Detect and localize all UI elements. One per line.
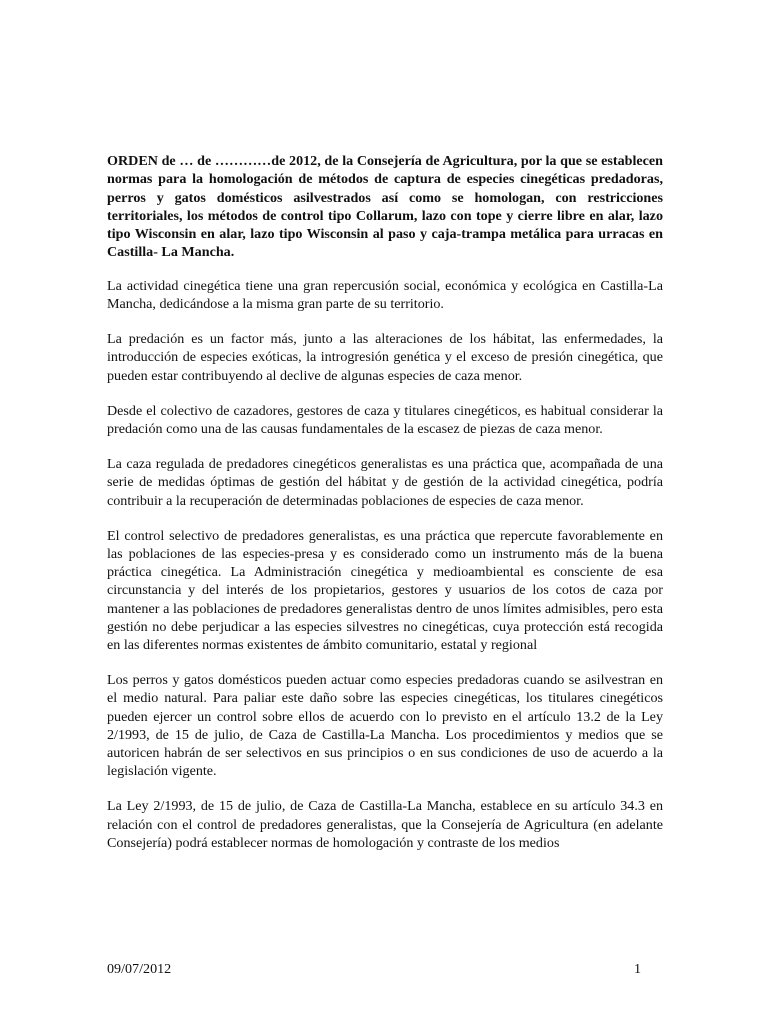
document-title: ORDEN de … de …………de 2012, de la Consejería de Agricultura, por la que se establecen normas para la homologación de métodos de captura de especies cinegéticas predadoras, perros y gatos domésticos asilvestrados así como se homologan, con restricciones territoriales, los métodos de control tipo Collarum, lazo con tope y cierre libre en alar, lazo tipo Wisconsin en alar, lazo tipo Wisconsin al paso y caja-trampa metálica para urracas en Castilla- La Mancha. <box>107 153 663 261</box>
paragraph-5: El control selectivo de predadores generalistas, es una práctica que repercute favorablemente en las poblaciones de las especies-presa y es considerado como un instrumento más de la buena práctica cinegética. La Administración cinegética y medioambiental es consciente de esa circunstancia y del interés de los propietarios, gestores y usuarios de los cotos de caza por mantener a las poblaciones de predadores generalistas dentro de unos límites admisibles, pero esta gestión no debe perjudicar a las especies silvestres no cinegéticas, cuya protección está recogida en las diferentes normas existentes de ámbito comunitario, estatal y regional <box>107 527 663 654</box>
document-body <box>107 152 663 869</box>
paragraph-2: La predación es un factor más, junto a las alteraciones de los hábitat, las enfermedades, la introducción de especies exóticas, la introgresión genética y el exceso de presión cinegética, que pueden estar contribuyendo al declive de algunas especies de caza menor. <box>107 331 663 384</box>
footer-date: 09/07/2012 <box>107 961 172 977</box>
paragraph-1: La actividad cinegética tiene una gran repercusión social, económica y ecológica en Castilla-La Mancha, dedicándose a la misma gran parte de su territorio. <box>107 277 663 312</box>
page-number: 1 <box>634 961 642 977</box>
paragraph-4: La caza regulada de predadores cinegéticos generalistas es una práctica que, acompañada de una serie de medidas óptimas de gestión del hábitat y de gestión de la actividad cinegética, podría contribuir a la recuperación de determinadas poblaciones de especies de caza menor. <box>107 456 663 509</box>
paragraph-7: La Ley 2/1993, de 15 de julio, de Caza de Castilla-La Mancha, establece en su artículo 34.3 en relación con el control de predadores generalistas, que la Consejería de Agricultura (en adelante Consejería) podrá establecer normas de homologación y contraste de los medios <box>107 798 663 851</box>
paragraph-3: Desde el colectivo de cazadores, gestores de caza y titulares cinegéticos, es habitual considerar la predación como una de las causas fundamentales de la escasez de piezas de caza menor. <box>107 402 663 437</box>
paragraph-6: Los perros y gatos domésticos pueden actuar como especies predadoras cuando se asilvestran en el medio natural. Para paliar este daño sobre las especies cinegéticas, los titulares cinegéticos pueden ejercer un control sobre ellos de acuerdo con lo previsto en el artículo 13.2 de la Ley 2/1993, de 15 de julio, de Caza de Castilla-La Mancha. Los procedimientos y medios que se autoricen habrán de ser selectivos en sus principios o en sus condiciones de uso de acuerdo a la legislación vigente. <box>107 672 663 780</box>
